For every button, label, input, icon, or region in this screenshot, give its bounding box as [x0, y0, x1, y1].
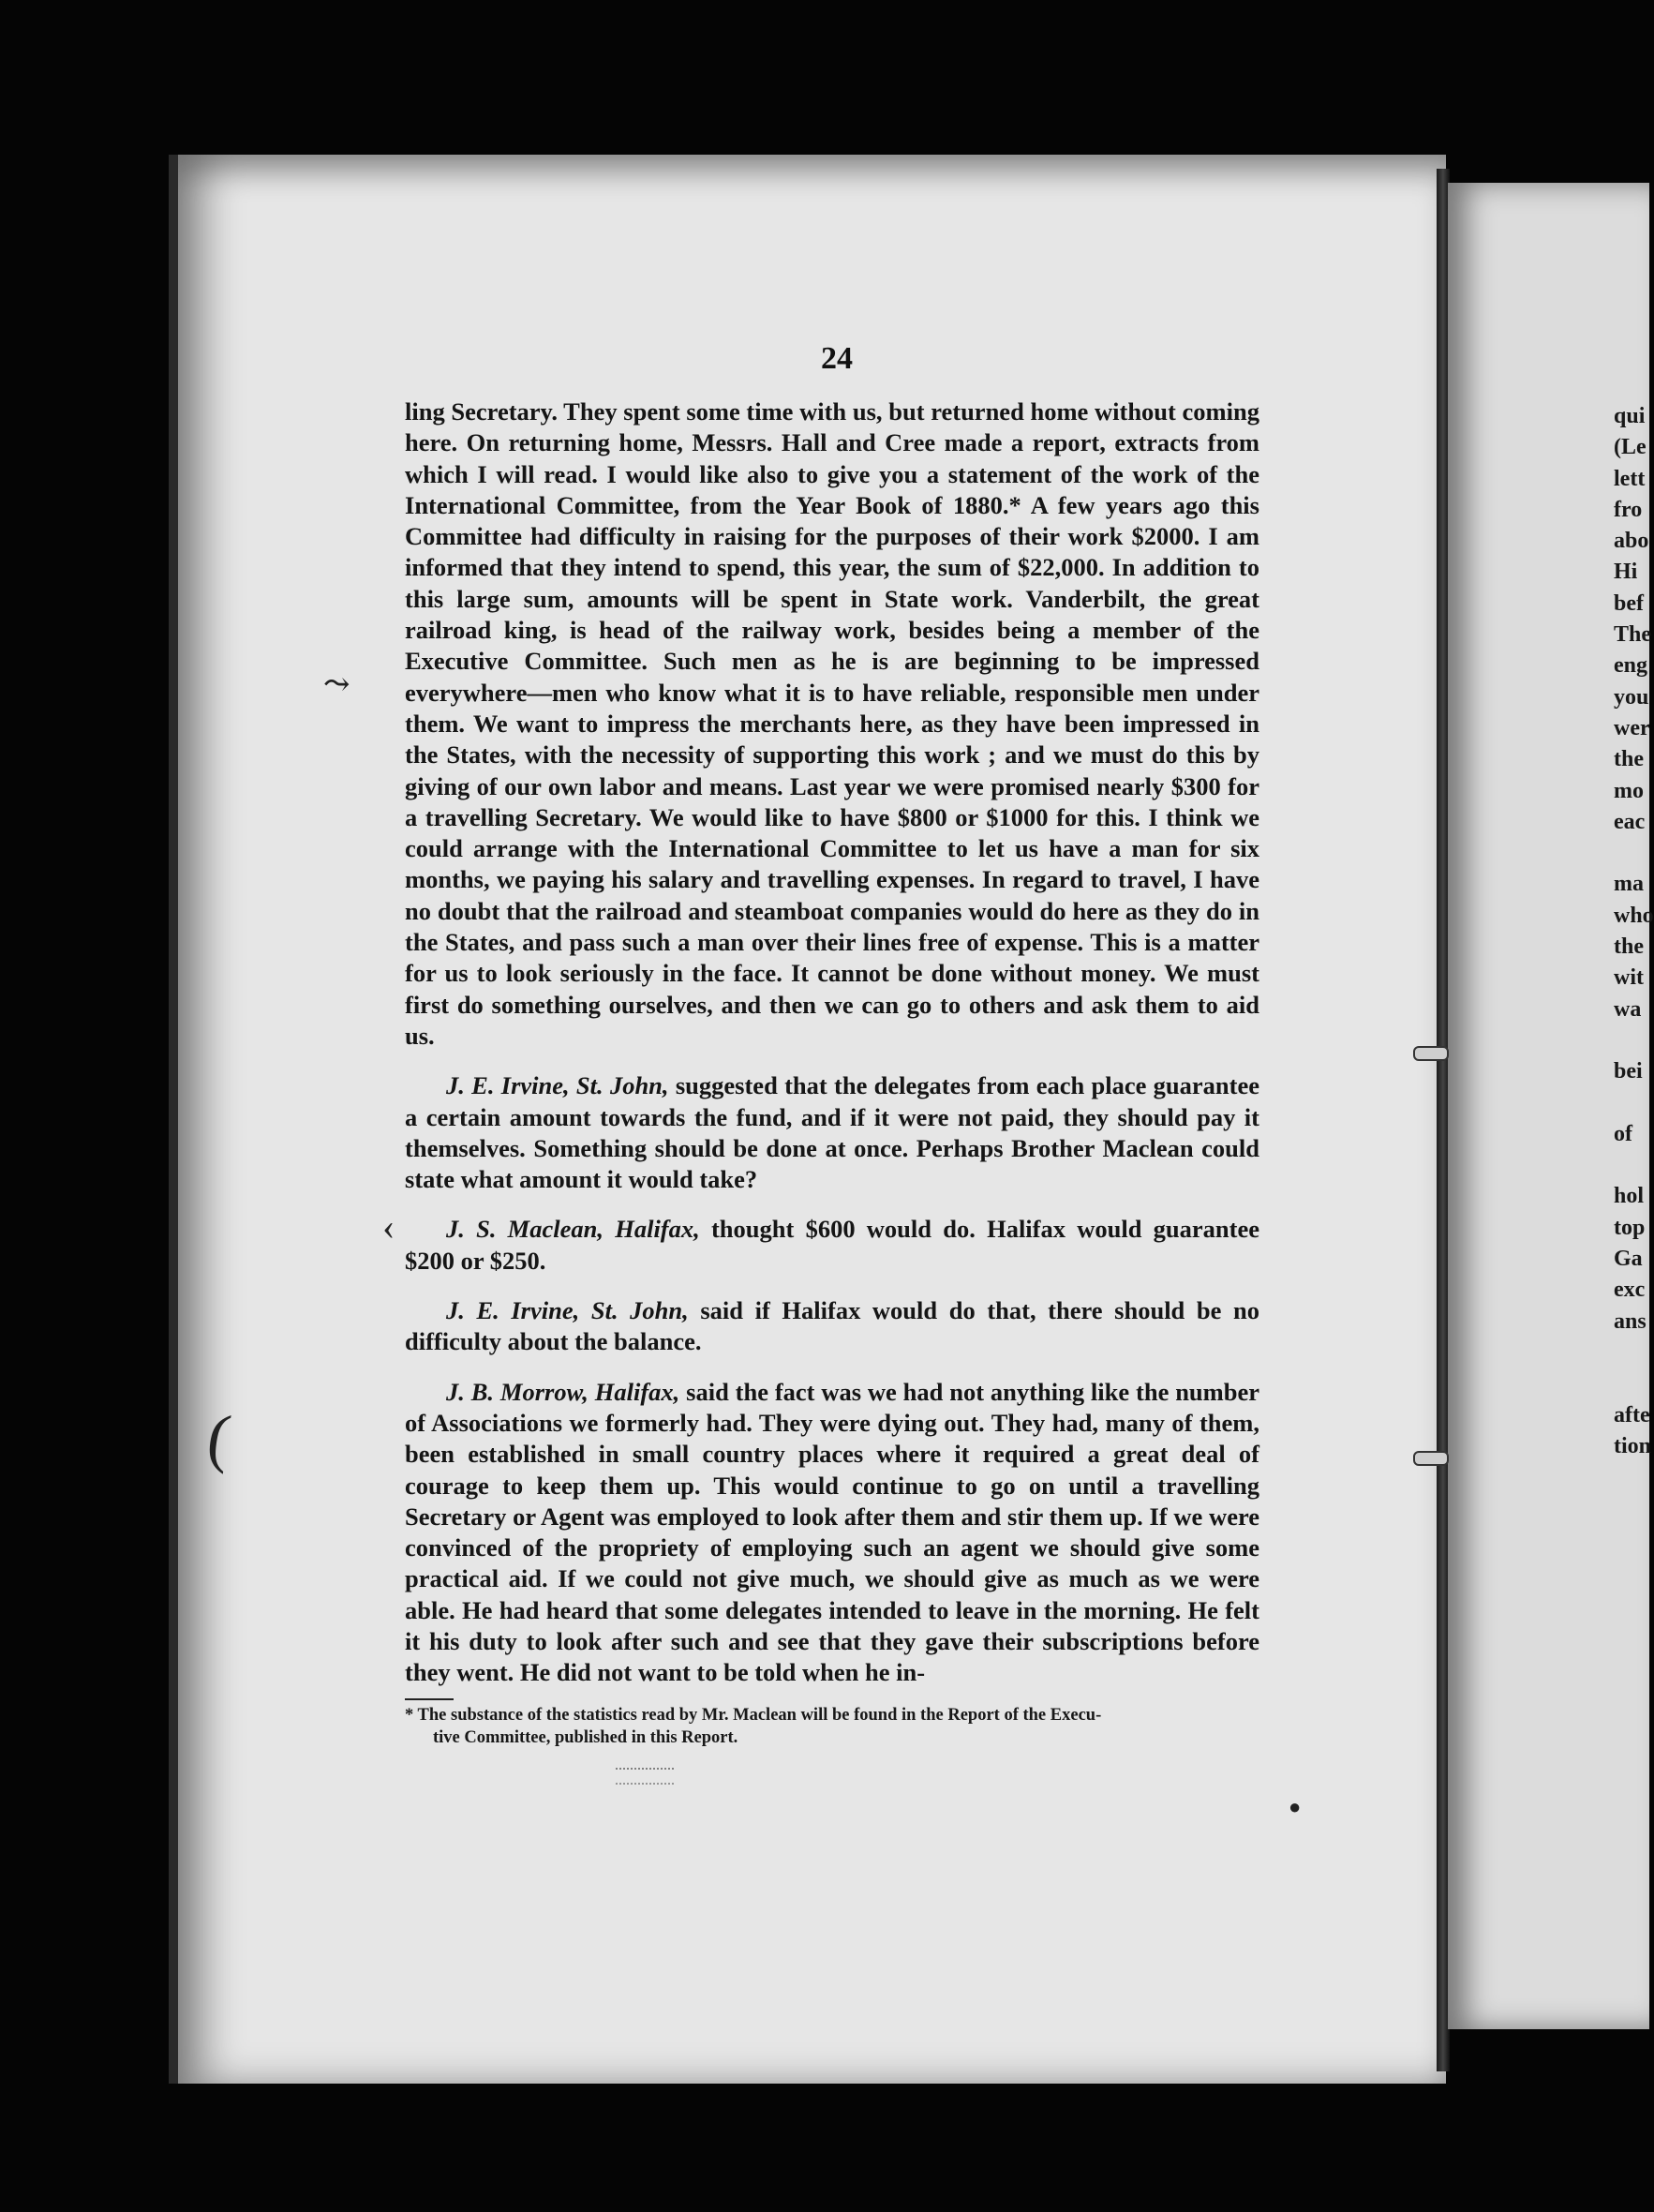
- binding-clip: [1413, 1046, 1449, 1061]
- right-page-fragment: wa: [1614, 996, 1642, 1022]
- right-page-fragment: Ga: [1614, 1247, 1643, 1272]
- paragraph-text: said the fact was we had not anything like the number of Associations we formerly had. They were dying out. They had, many of them, been established in small country places where it required a great deal of courage to keep them up. This would continue to go on until a travelling Secretary or Agent was employed to look after them and stir them up. If we were convinced of the propriety of employing such an agent we should give some practical aid. If we could not give much, we should give as much as we were able. He had heard that some delegates intended to leave in the morning. He felt it his duty to look after such and see that they gave their subscriptions before they went. He did not want to be told when he in-: [405, 1377, 1260, 1687]
- margin-pencil-mark: (: [202, 1400, 235, 1476]
- faded-stamp: [616, 1768, 674, 1785]
- right-page-fragment: of: [1614, 1121, 1632, 1146]
- right-page-fragment: eac: [1614, 809, 1646, 834]
- margin-pencil-mark: ⤳: [323, 667, 350, 702]
- footnote: [405, 1704, 1259, 1749]
- body-paragraph-4: [405, 1295, 1259, 1358]
- speaker-name: J. S. Maclean, Halifax,: [446, 1215, 700, 1244]
- right-page-fragment: [1614, 1150, 1651, 1181]
- right-page-fragment: (Le: [1614, 435, 1647, 460]
- right-page-fragment: fro: [1614, 497, 1643, 522]
- right-page-fragment: [1614, 1338, 1651, 1368]
- right-page-fragment: Hi: [1614, 560, 1638, 585]
- right-page-fragment: who: [1614, 903, 1654, 928]
- right-page-fragment: top: [1614, 1215, 1646, 1240]
- right-page-fragment: ma: [1614, 872, 1644, 897]
- right-page-text-fragments: [1614, 401, 1654, 1462]
- right-page-fragment: ans: [1614, 1308, 1647, 1334]
- footnote-line-2: tive Committee, published in this Report.: [433, 1728, 738, 1747]
- right-page-fragment: [1614, 1368, 1651, 1399]
- right-page-fragment: The: [1614, 622, 1652, 648]
- speaker-name: J. E. Irvine, St. John,: [446, 1071, 669, 1100]
- right-page-fragment: tion: [1614, 1433, 1652, 1458]
- right-page-fragment: eng: [1614, 653, 1647, 679]
- right-page-fragment: hol: [1614, 1184, 1645, 1209]
- page-body-text: [405, 396, 1259, 1689]
- paragraph-text: ling Secretary. They spent some time with us, but returned home without coming here. On returning home, Messrs. Hall and Cree made a report, extracts from which I will read. I would like also to give you a statement of the work of the International Committee, from the Year Book of 1880.* A few years ago this Committee had difficulty in raising for the purposes of their work $2000. I am informed that they intend to spend, this year, the sum of $22,000. In addition to this large sum, amounts will be spent in State work. Vanderbilt, the great railroad king, is head of the railway work, besides being a member of the Executive Committee. Such men as he is are beginning to be impressed everywhere—men who know what it is to have reliable, responsible men under them. We want to impress the merchants here, as they have been impressed in the States, with the necessity of supporting this work ; and we must do this by giving of our own labor and means. Last year we were promised nearly $300 for a travelling Secretary. We would like to have $800 or $1000 for this. I think we could arrange with the International Committee to let us have a man for six months, we paying his salary and travelling expenses. In regard to travel, I have no doubt that the railroad and steamboat companies would do here as they do in the States, and pass such a man over their lines free of expense. This is a matter for us to look seriously in the face. It cannot be done without money. We must first do something ourselves, and then we can go to others and ask them to aid us.: [405, 397, 1259, 1050]
- body-paragraph-1: [405, 396, 1259, 1052]
- right-page-fragment: lett: [1614, 466, 1646, 491]
- body-paragraph-5: [405, 1377, 1259, 1689]
- page-number: 24: [821, 341, 853, 376]
- right-page-fragment: wer: [1614, 715, 1650, 740]
- right-page-fragment: afte: [1614, 1402, 1650, 1427]
- footnote-line-1: * The substance of the statistics read by Mr. Maclean will be found in the Report of the Execu-: [405, 1706, 1102, 1725]
- body-paragraph-2: [405, 1070, 1259, 1195]
- right-page-fragment: you: [1614, 684, 1649, 710]
- right-page-fragment: bef: [1614, 590, 1644, 616]
- margin-pencil-mark: ●: [1289, 1795, 1302, 1818]
- paragraph-text: thought $600 would do. Halifax would guarantee $200 or $250.: [405, 1215, 1259, 1275]
- right-page-fragment: [1614, 1088, 1651, 1119]
- right-page-fragment: the: [1614, 934, 1644, 960]
- speaker-name: J. E. Irvine, St. John,: [446, 1296, 689, 1325]
- margin-pencil-mark: ‹: [382, 1205, 395, 1248]
- footnote-divider: [405, 1698, 454, 1700]
- right-page-fragment: mo: [1614, 778, 1644, 803]
- body-paragraph-3: [405, 1214, 1259, 1277]
- right-page-fragment: the: [1614, 747, 1644, 772]
- paragraph-text: said if Halifax would do that, there should be no difficulty about the balance.: [405, 1296, 1259, 1356]
- right-page-fragment: [1614, 838, 1651, 869]
- right-page-fragment: [1614, 1025, 1651, 1056]
- paragraph-text: suggested that the delegates from each place guarantee a certain amount towards the fund, and if it were not paid, they should pay it themselves. Something should be done at once. Perhaps Brother Maclean could state what amount it would take?: [405, 1071, 1259, 1194]
- right-page-fragment: bei: [1614, 1059, 1643, 1084]
- right-page-fragment: wit: [1614, 965, 1644, 991]
- right-page-fragment: qui: [1614, 404, 1646, 428]
- right-page-fragment: abo: [1614, 529, 1649, 554]
- speaker-name: J. B. Morrow, Halifax,: [446, 1377, 680, 1406]
- binding-clip: [1413, 1451, 1449, 1466]
- right-page-fragment: exc: [1614, 1278, 1646, 1303]
